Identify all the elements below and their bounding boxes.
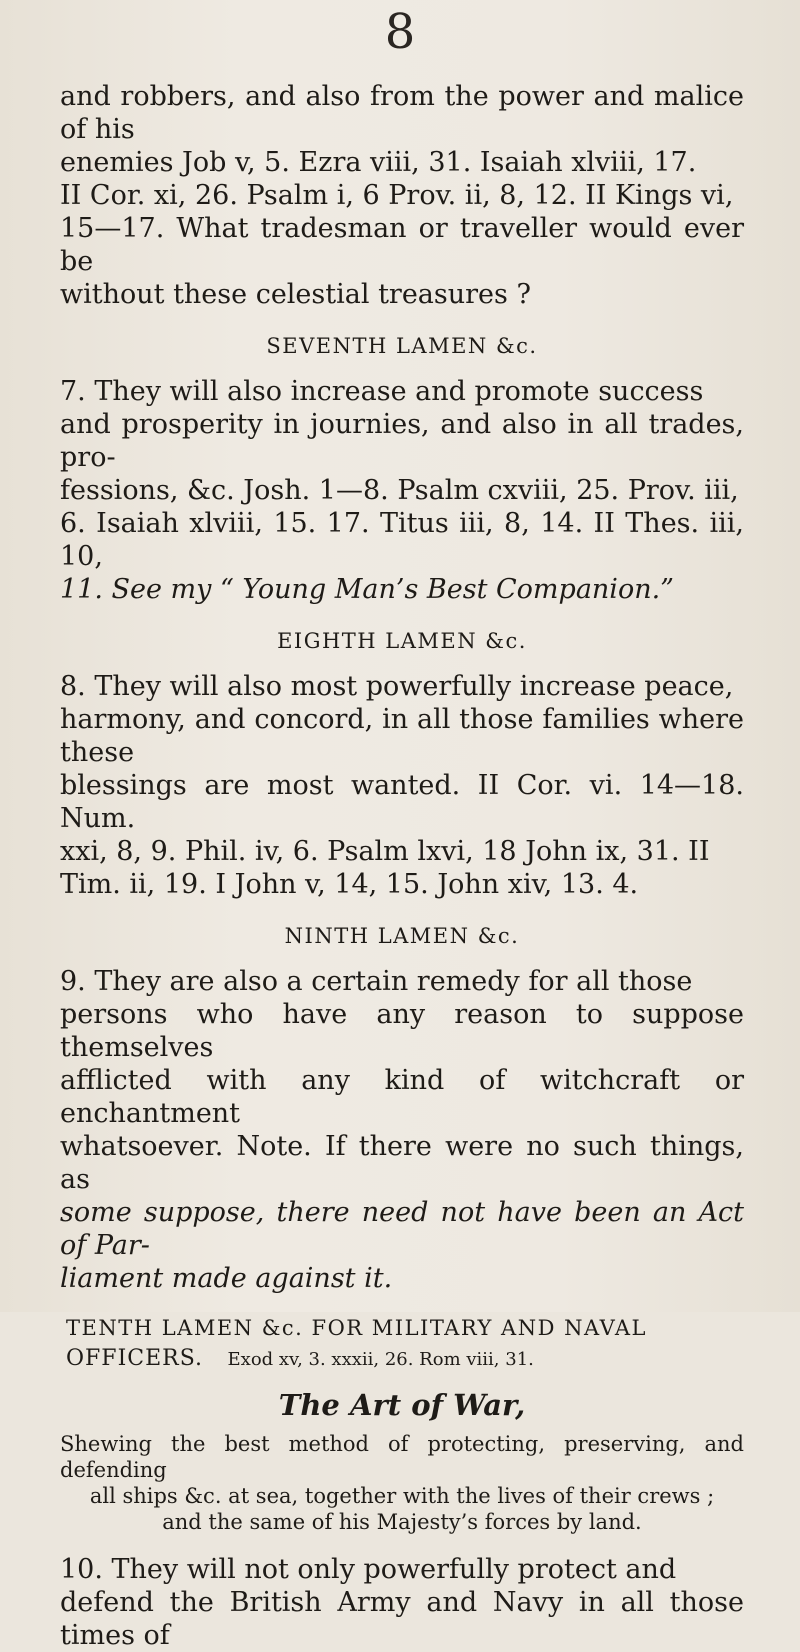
heading-tenth-lamen (60, 1313, 744, 1375)
text-line: persons who have any reason to suppose themselves (60, 999, 744, 1063)
text-line: all ships &c. at sea, together with the lives of their crews ; (89, 1484, 715, 1508)
text-line: 8. They will also most powerfully increase peace, (60, 671, 734, 702)
text-line: Tim. ii, 19. I John v, 14, 15. John xiv, 13. 4. (60, 869, 639, 900)
text-line: II Cor. xi, 26. Psalm i, 6 Prov. ii, 8, 12. II Kings vi, (60, 180, 734, 211)
text-line: defend the British Army and Navy in all those times of (60, 1587, 744, 1651)
page-number: 8 (384, 4, 416, 60)
text-line: Shewing the best method of protecting, preserving, and defending (60, 1432, 744, 1482)
paragraph-8 (60, 670, 744, 901)
heading-line (60, 1343, 744, 1375)
text-line: afflicted with any kind of witchcraft or enchantment (60, 1065, 744, 1129)
text-line: without these celestial treasures ? (60, 279, 531, 310)
heading-line: TENTH LAMEN &c. FOR MILITARY AND NAVAL (66, 1316, 647, 1340)
text-line: some suppose, there need not have been an Act of Par- (60, 1197, 744, 1261)
text-line: 7. They will also increase and promote success (60, 376, 704, 407)
text-line: and the same of his Majesty’s forces by land. (162, 1510, 642, 1534)
heading-eighth-lamen: EIGHTH LAMEN &c. (277, 629, 527, 653)
text-line: liament made against it. (60, 1263, 393, 1294)
text-line: and prosperity in journies, and also in all trades, pro- (60, 409, 744, 473)
text-line: xxi, 8, 9. Phil. iv, 6. Psalm lxvi, 18 John ix, 31. II (60, 836, 710, 867)
text-line: enemies Job v, 5. Ezra viii, 31. Isaiah xlviii, 17. (60, 147, 697, 178)
scripture-references: Exod xv, 3. xxxii, 26. Rom viii, 31. (227, 1349, 534, 1370)
text-line: whatsoever. Note. If there were no such things, as (60, 1131, 744, 1195)
page-text (60, 80, 744, 1652)
text-line: 10. They will not only powerfully protect and (60, 1554, 677, 1585)
text-line: 6. Isaiah xlviii, 15. 17. Titus iii, 8, 14. II Thes. iii, 10, (60, 508, 744, 572)
paragraph-7 (60, 375, 744, 606)
text-line: harmony, and concord, in all those families where these (60, 704, 744, 768)
art-of-war-title: The Art of War, (278, 1388, 526, 1422)
heading-label: OFFICERS. (66, 1346, 203, 1371)
intro-paragraph (60, 80, 744, 311)
heading-ninth-lamen: NINTH LAMEN &c. (284, 924, 520, 948)
text-line: fessions, &c. Josh. 1—8. Psalm cxviii, 25. Prov. iii, (60, 475, 739, 506)
text-line: blessings are most wanted. II Cor. vi. 14—18. Num. (60, 770, 744, 834)
text-line: 11. See my “ Young Man’s Best Companion.” (60, 574, 674, 605)
paragraph-10 (60, 1553, 744, 1652)
heading-seventh-lamen: SEVENTH LAMEN &c. (266, 334, 538, 358)
text-line: and robbers, and also from the power and malice of his (60, 81, 744, 145)
text-line: 15—17. What tradesman or traveller would ever be (60, 213, 744, 277)
art-of-war-description (60, 1431, 744, 1535)
text-line: 9. They are also a certain remedy for all those (60, 966, 693, 997)
paragraph-9 (60, 965, 744, 1295)
